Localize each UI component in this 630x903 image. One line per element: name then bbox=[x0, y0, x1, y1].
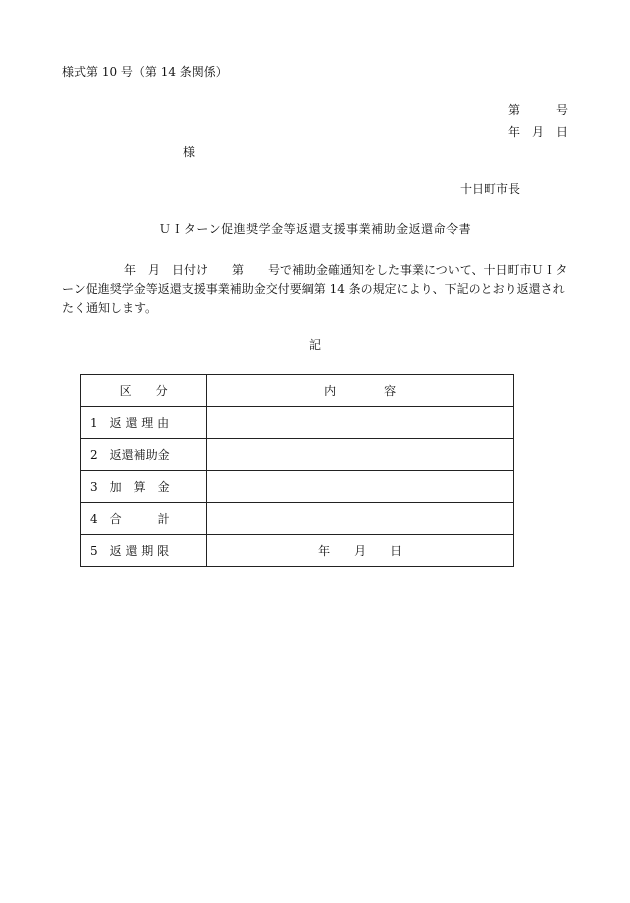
document-title: ＵＩターン促進奨学金等返還支援事業補助金返還命令書 bbox=[158, 222, 472, 236]
notice-body-text: 年 月 日付け 第 号で補助金確通知をした事業について、十日町市ＵＩターン促進奨学金等返還支援事業補助金交付要綱第 14 条の規定により、下記のとおり返還されたく通知します。 bbox=[62, 263, 568, 315]
document-number: 第 号 bbox=[507, 103, 568, 117]
table-row bbox=[81, 471, 514, 503]
row-content-reason bbox=[207, 407, 514, 439]
table-row bbox=[81, 439, 514, 471]
row-category-surcharge: 3 加 算 金 bbox=[81, 471, 207, 503]
issuer-name: 十日町市長 bbox=[459, 182, 520, 196]
recipient-honorific: 様 bbox=[183, 145, 196, 159]
table-row bbox=[81, 503, 514, 535]
repayment-table bbox=[80, 374, 514, 567]
table-row bbox=[81, 407, 514, 439]
row-content-surcharge bbox=[207, 471, 514, 503]
table-row bbox=[81, 535, 514, 567]
table-header-row bbox=[81, 375, 514, 407]
row-content-total bbox=[207, 503, 514, 535]
row-category-subsidy: 2 返還補助金 bbox=[81, 439, 207, 471]
row-category-total: 4 合 計 bbox=[81, 503, 207, 535]
document-date: 年 月 日 bbox=[507, 125, 568, 139]
row-content-subsidy bbox=[207, 439, 514, 471]
row-category-reason: 1 返 還 理 由 bbox=[81, 407, 207, 439]
notice-body bbox=[62, 261, 572, 318]
row-content-deadline: 年 月 日 bbox=[207, 535, 514, 567]
row-category-deadline: 5 返 還 期 限 bbox=[81, 535, 207, 567]
form-number: 様式第 10 号（第 14 条関係） bbox=[62, 65, 228, 79]
header-category: 区 分 bbox=[81, 375, 207, 407]
header-content: 内 容 bbox=[207, 375, 514, 407]
ki-label: 記 bbox=[308, 338, 321, 352]
